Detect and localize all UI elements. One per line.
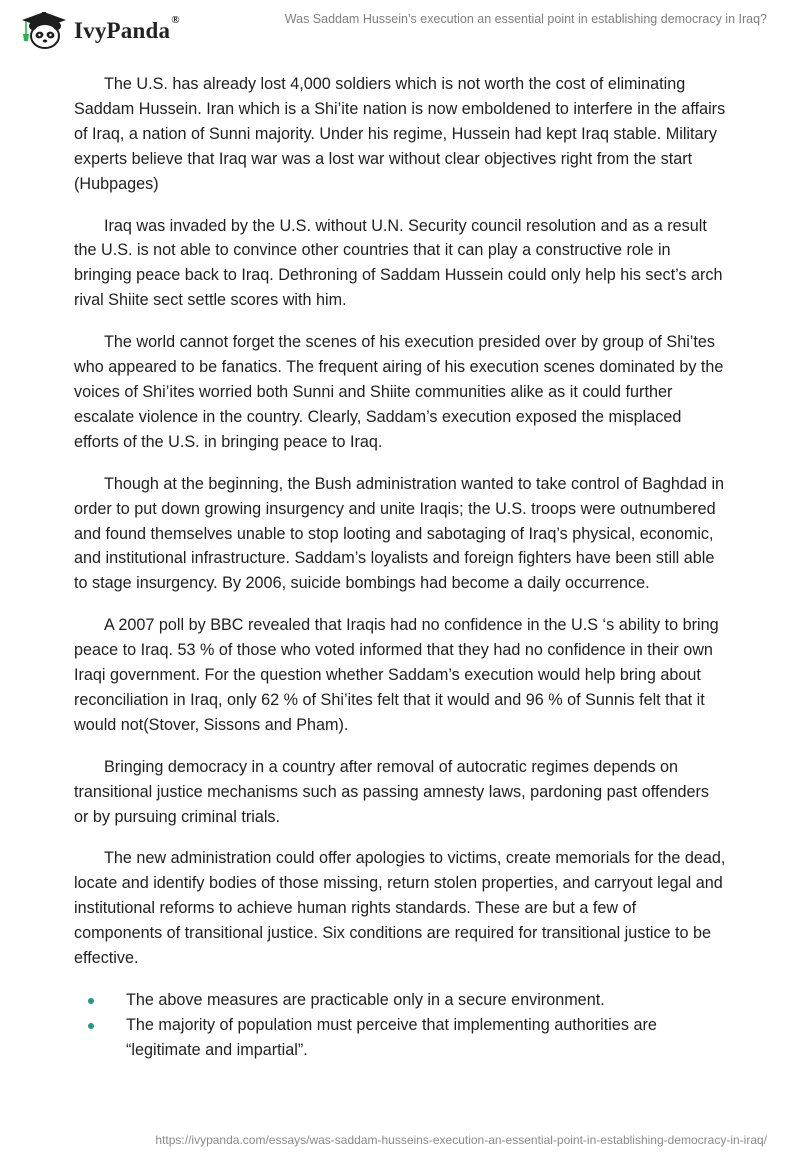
logo-registered-mark: ® xyxy=(171,14,180,26)
paragraph: The new administration could offer apologies to victims, create memorials for the dead, locate and identify bodies of those missing, return stolen properties, and carryout legal and institutional reforms to achieve human rights standards. These are but a few of components of transitional justice. Six conditions are required for transitional justice to be effective. xyxy=(74,849,726,968)
document-title: Was Saddam Hussein’s execution an essential point in establishing democracy in Iraq? xyxy=(284,12,767,26)
bullet-icon xyxy=(88,998,94,1004)
paragraph: Iraq was invaded by the U.S. without U.N. Security council resolution and as a result the U.S. is not able to convince other countries that it can play a constructive role in bringing peace back to Iraq. Dethroning of Saddam Hussein could only help his sect’s arch rival Shiite sect settle scores with him. xyxy=(74,216,723,310)
paragraph: Bringing democracy in a country after removal of autocratic regimes depends on transitional justice mechanisms such as passing amnesty laws, pardoning past offenders or by pursuing criminal trials. xyxy=(74,757,709,826)
list-item-text: The above measures are practicable only in a secure environment. xyxy=(126,991,605,1009)
paragraph: The world cannot forget the scenes of his execution presided over by group of Shi’tes who appeared to be fanatics. The frequent airing of his execution scenes dominated by the voices of Shi’ites worried both Sunni and Shiite communities alike as it could further escalate violence in the country. Clearly, Saddam’s execution exposed the misplaced efforts of the U.S. in bringing peace to Iraq. xyxy=(74,333,724,451)
bullet-icon xyxy=(88,1023,94,1029)
page-header xyxy=(0,0,800,56)
ivypanda-logo[interactable] xyxy=(14,8,180,50)
paragraph: The U.S. has already lost 4,000 soldiers which is not worth the cost of eliminating Saddam Hussein. Iran which is a Shi’ite nation is now emboldened to interfere in the affairs of Iraq, a nation of Sunni majority. Under his regime, Hussein had kept Iraq stable. Military experts believe that Iraq war was a lost war without clear objectives right from the start (Hubpages) xyxy=(74,75,726,193)
list-item xyxy=(74,988,726,1013)
paragraph: A 2007 poll by BBC revealed that Iraqis had no confidence in the U.S ‘s ability to bring peace to Iraq. 53 % of those who voted informed that they had no confidence in their own Iraqi government. For the question whether Saddam’s execution would help bring about reconciliation in Iraq, only 62 % of Shi’ites felt that it would and 96 % of Sunnis felt that it would not(Stover, Sissons and Pham). xyxy=(74,616,719,734)
panda-graduation-cap-icon xyxy=(14,8,70,50)
source-url[interactable]: https://ivypanda.com/essays/was-saddam-husseins-execution-an-essential-point-in-establishing-democracy-in-iraq/ xyxy=(155,1133,767,1147)
conditions-list xyxy=(74,988,726,1063)
list-item xyxy=(74,1013,726,1063)
paragraph: Though at the beginning, the Bush administration wanted to take control of Baghdad in order to put down growing insurgency and unite Iraqis; the U.S. troops were outnumbered and found themselves unable to stop looting and sabotaging of Iraq’s physical, economic, and institutional infrastructure. Saddam’s loyalists and foreign fighters have been still able to stage insurgency. By 2006, suicide bombings had become a daily occurrence. xyxy=(74,474,725,593)
logo-text: IvyPanda xyxy=(74,18,171,43)
logo-text-wrap xyxy=(74,14,180,44)
list-item-text: The majority of population must perceive that implementing authorities are “legitimate and impartial”. xyxy=(126,1015,657,1059)
essay-body xyxy=(74,72,726,1063)
